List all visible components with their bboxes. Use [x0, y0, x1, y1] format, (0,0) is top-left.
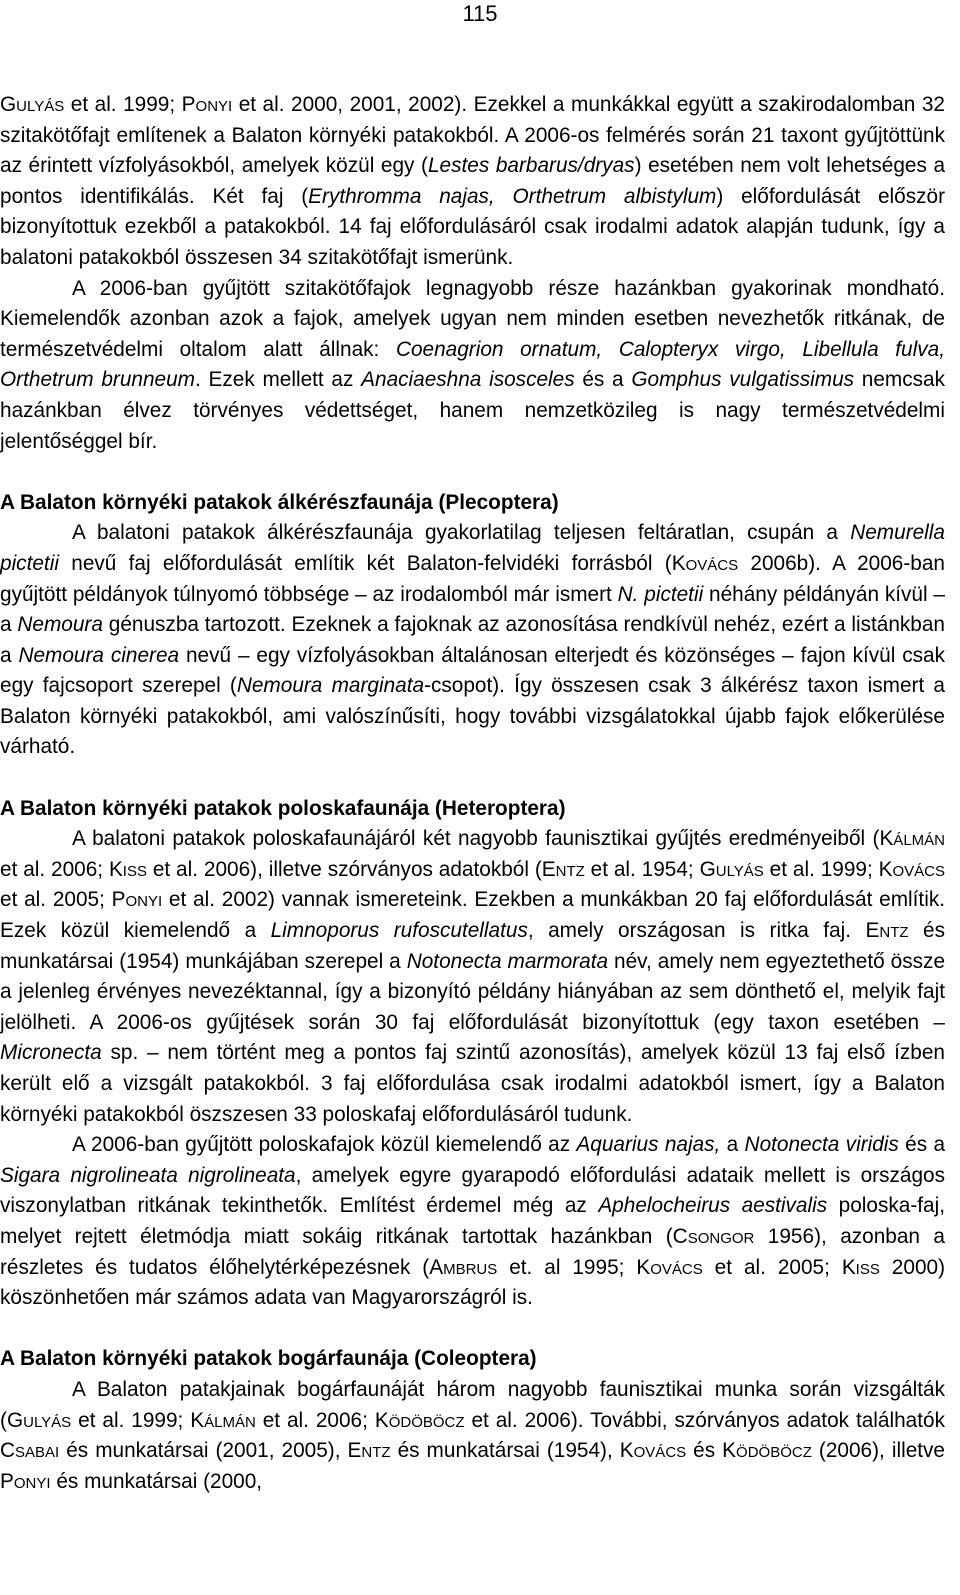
paragraph: A 2006-ban gyűjtött szitakötőfajok legnagyobb része hazánkban gyakorinak mondható. Kiemelendők azonban azok a fajok, amelyek ugyan nem minden esetben nevezhetők ritkának, de természetvédelmi oltalom alatt állnak: Coenagrion ornatum, Calopteryx virgo, Libellula fulva, Orthetrum brunneum. Ezek mellett az Anaciaeshna isosceles és a Gomphus vulgatissimus nemcsak hazánkban élvez törvényes védettséget, hanem nemzetközileg is nagy természetvédelmi jelentőséggel bír.	[0, 276, 946, 453]
paragraph: A balatoni patakok álkérészfaunája gyakorlatilag teljesen feltáratlan, csupán a Nemurella pictetii nevű faj előfordulását említik két Balaton-felvidéki forrásból (Kovács 2006b). A 2006-ban gyűjtött példányok túlnyomó többsége – az irodalomból már ismert N. pictetii néhány példányán kívül – a Nemoura génuszba tartozott. Ezeknek a fajoknak az azonosítása rendkívül nehéz, ezért a listánkban a Nemoura cinerea nevű – egy vízfolyásokban általánosan elterjedt és közönséges – fajon kívül csak egy fajcsoport szerepel (Nemoura marginata-csopot). Így összesen csak 3 álkérész taxon ismert a Balaton környéki patakokból, ami valószínűsíti, hogy további vizsgálatokkal újabb fajok előkerülése várható.	[0, 521, 946, 759]
section-heading: A Balaton környéki patakok poloskafaunája (Heteroptera)	[0, 796, 566, 820]
section-heading: A Balaton környéki patakok álkérészfaunája (Plecoptera)	[0, 490, 559, 514]
paragraph: A balatoni patakok poloskafaunájáról két nagyobb faunisztikai gyűjtés eredményeiből (Kálmán et al. 2006; Kiss et al. 2006), illetve szórványos adatokból (Entz et al. 1954; Gulyás et al. 1999; Kovács et al. 2005; Ponyi et al. 2002) vannak ismereteink. Ezekben a munkákban 20 faj előfordulását említik. Ezek közül kiemelendő a Limnoporus rufoscutellatus, amely országosan is ritka faj. Entz és munkatársai (1954) munkájában szerepel a Notonecta marmorata név, amely nem egyeztethető össze a jelenleg érvényes nevezéktannal, így a bizonyító példány hiányában az sem dönthető el, melyik fajt jelölheti. A 2006-os gyűjtések során 30 faj előfordulását bizonyítottuk (egy taxon esetében – Micronecta sp. – nem történt meg a pontos faj szintű azonosítás), amelyek közül 13 faj első ízben került elő a vizsgált patakokból. 3 faj előfordulása csak irodalmi adatokból ismert, így a Balaton környéki patakokból öszszesen 33 poloskafaj előfordulásáról tudunk.	[0, 827, 946, 1126]
section-heading: A Balaton környéki patakok bogárfaunája (Coleoptera)	[0, 1347, 537, 1371]
paragraph: Gulyás et al. 1999; Ponyi et al. 2000, 2001, 2002). Ezekkel a munkákkal együtt a szakirodalomban 32 szitakötőfajt említenek a Balaton környéki patakokból. A 2006-os felmérés során 21 taxont gyűjtöttünk az érintett vízfolyásokból, amelyek közül egy (Lestes barbarus/dryas) esetében nem volt lehetséges a pontos identifikálás. Két faj (Erythromma najas, Orthetrum albistylum) előfordulását először bizonyítottuk ezekből a patakokból. 14 faj előfordulásáról csak irodalmi adatok alapján tudunk, így a balatoni patakokból összesen 34 szitakötőfajt ismerünk.	[0, 93, 946, 269]
page-number: 115	[462, 1, 498, 26]
document-body	[0, 90, 945, 1497]
paragraph: A Balaton patakjainak bogárfaunáját három nagyobb faunisztikai munka során vizsgálták (Gulyás et al. 1999; Kálmán et al. 2006; Ködöböcz et al. 2006). További, szórványos adatok találhatók Csabai és munkatársai (2001, 2005), Entz és munkatársai (1954), Kovács és Ködöböcz (2006), illetve Ponyi és munkatársai (2000,	[0, 1377, 945, 1493]
paragraph: A 2006-ban gyűjtött poloskafajok közül kiemelendő az Aquarius najas, a Notonecta viridis és a Sigara nigrolineata nigrolineata, amelyek egyre gyarapodó előfordulási adataik mellett is országos viszonylatban ritkának tekinthetők. Említést érdemel még az Aphelocheirus aestivalis poloska-faj, melyet rejtett életmódja miatt sokáig ritkának tartottak hazánkban (Csongor 1956), azonban a részletes és tudatos élőhelytérképezésnek (Ambrus et. al 1995; Kovács et al. 2005; Kiss 2000) köszönhetően már számos adata van Magyarországról is.	[0, 1133, 946, 1310]
